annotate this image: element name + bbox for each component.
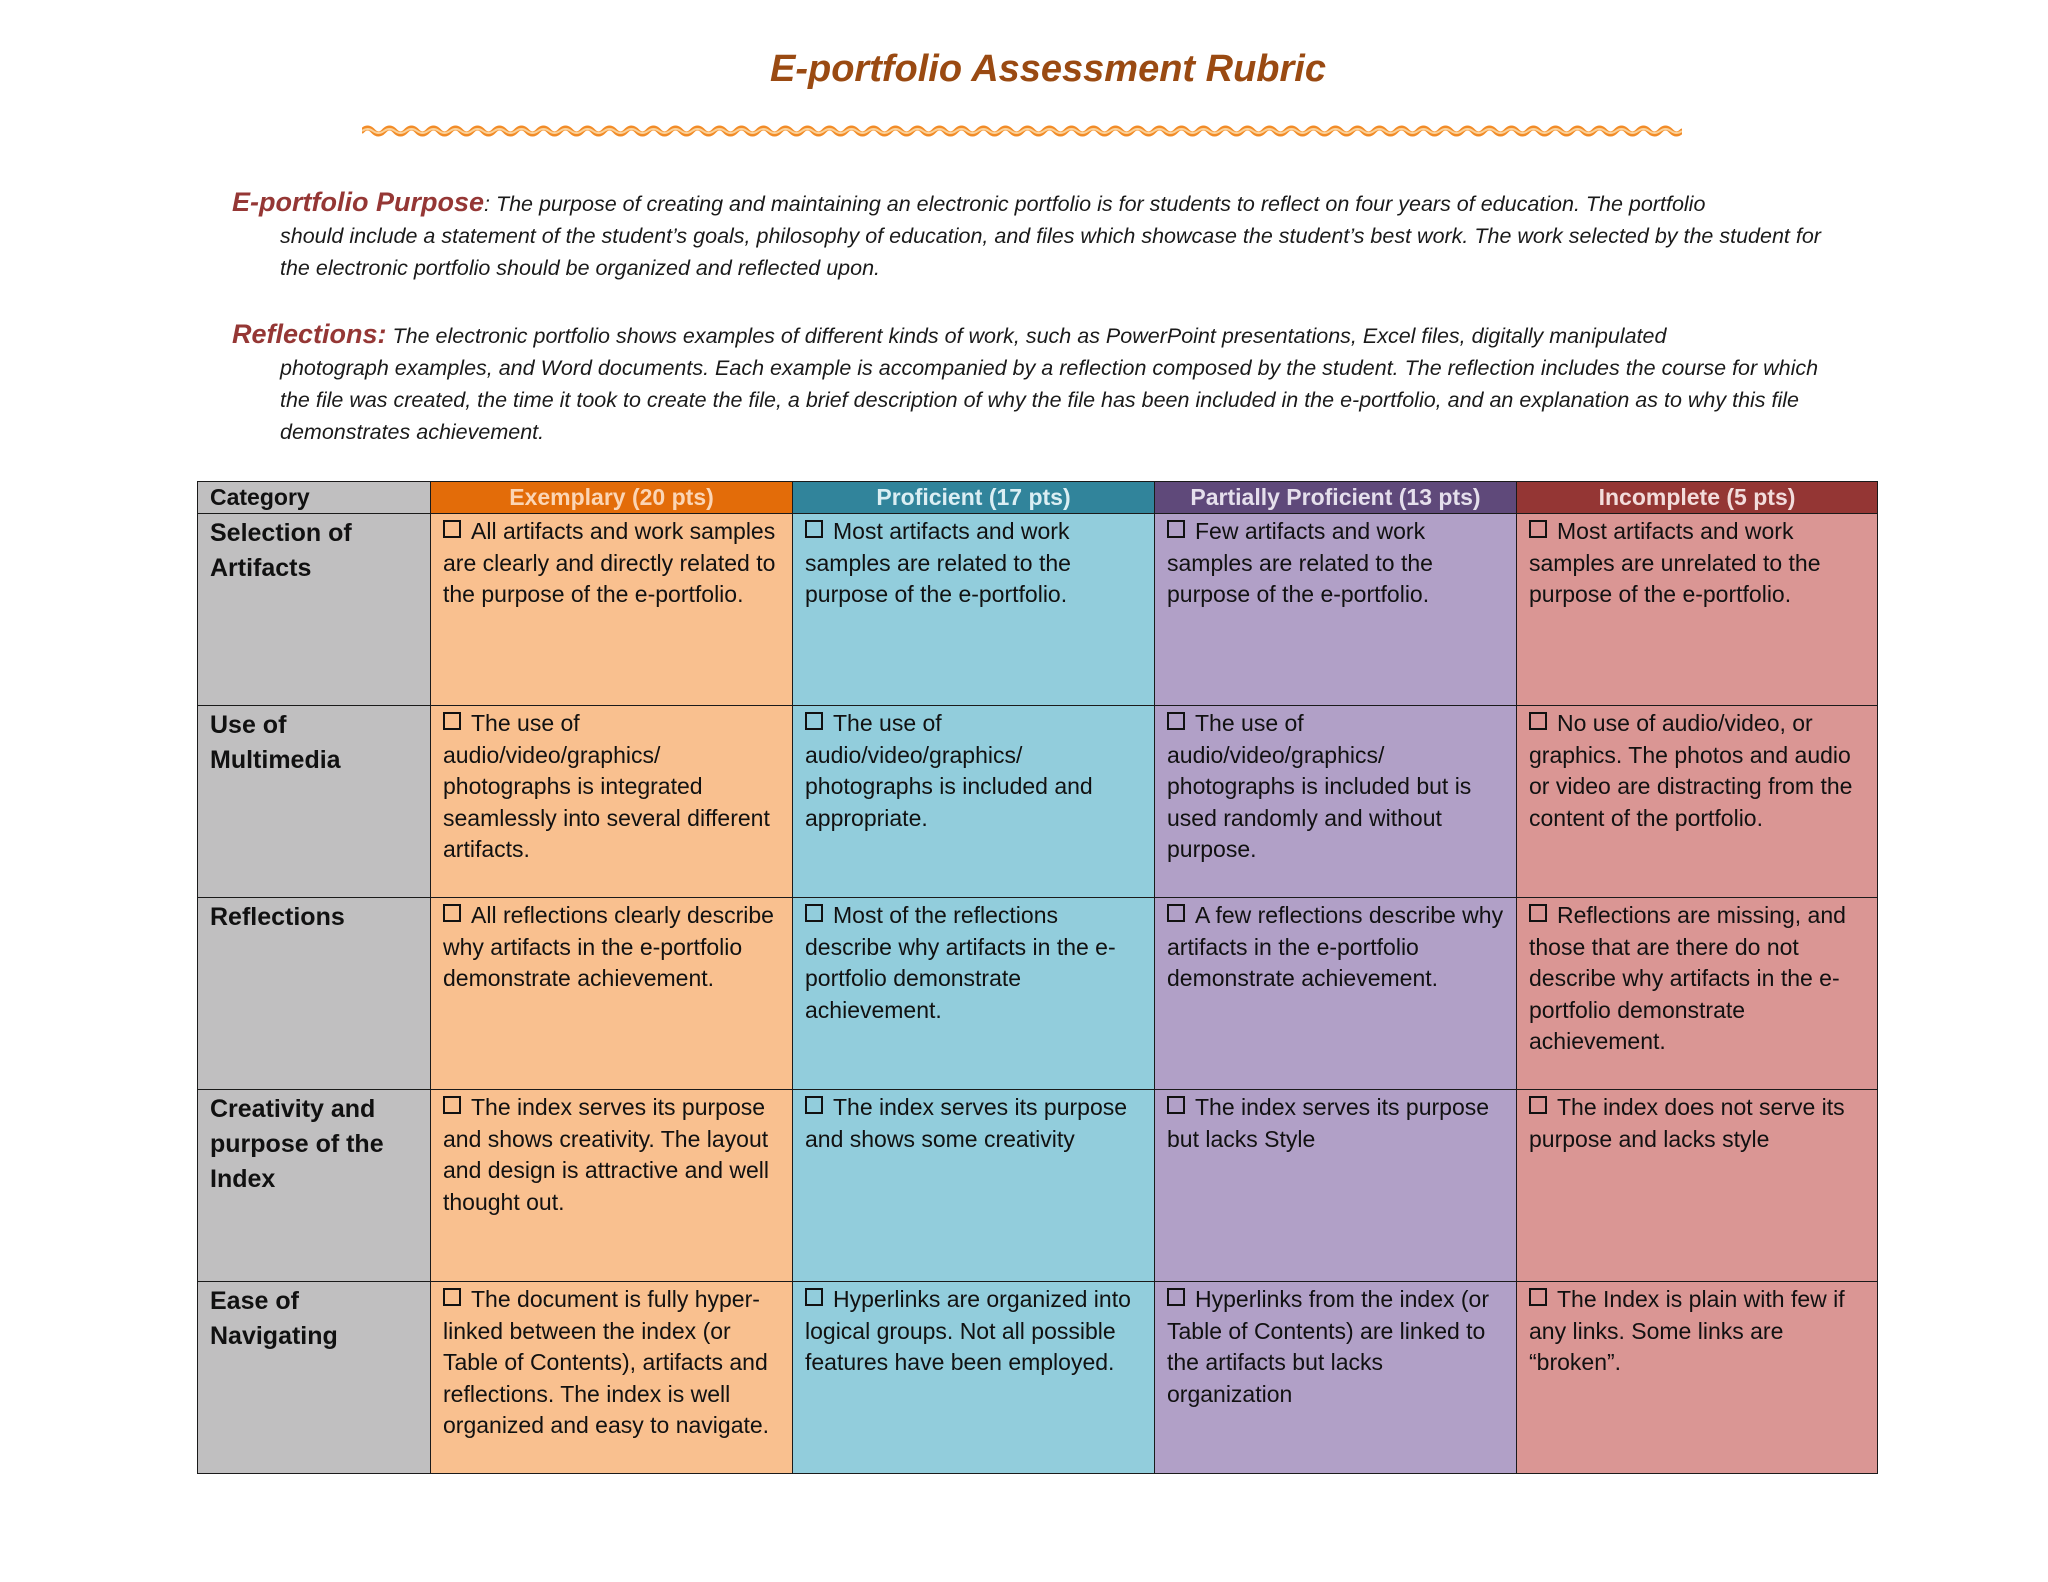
criterion-cell-proficient [793,898,1155,1090]
purpose-paragraph [232,186,1852,284]
checkbox-icon[interactable] [1167,712,1185,730]
criterion-text: Few artifacts and work samples are related to the purpose of the e-portfolio. [1167,518,1433,607]
criterion-text: The index serves its purpose and shows creativity. The layout and design is attractive and well thought out. [443,1094,770,1215]
reflections-text-rest: photograph examples, and Word documents. Each example is accompanied by a reflection composed by the student. The reflection includes the course for which the file was created, the time it took to create the file, a brief description of why the file has been included in the e-portfolio, and an explanation as to why this file demonstrates achievement. [280,356,1819,444]
criterion-text: Reflections are missing, and those that are there do not describe why artifacts in the e-portfolio demonstrate achievement. [1529,902,1846,1054]
criterion-text: The use of audio/video/graphics/ photographs is integrated seamlessly into several different artifacts. [443,710,770,862]
criterion-text: The index does not serve its purpose and lacks style [1529,1094,1845,1152]
checkbox-icon[interactable] [1167,904,1185,922]
checkbox-icon[interactable] [1167,1096,1185,1114]
criterion-text: The Index is plain with few if any links. Some links are “broken”. [1529,1286,1845,1375]
checkbox-icon[interactable] [443,1096,461,1114]
checkbox-icon[interactable] [1529,712,1547,730]
table-row [198,706,1878,898]
criterion-cell-incomplete [1517,1282,1878,1474]
reflections-paragraph [232,318,1852,448]
criterion-text: The use of audio/video/graphics/ photographs is included but is used randomly and without purpose. [1167,710,1472,862]
checkbox-icon[interactable] [1167,520,1185,538]
decorative-wave-divider [362,120,1682,142]
checkbox-icon[interactable] [443,1288,461,1306]
page-title: E-portfolio Assessment Rubric [769,48,1326,90]
checkbox-icon[interactable] [443,712,461,730]
table-row [198,514,1878,706]
criterion-cell-exemplary [431,1090,793,1282]
criterion-text: The document is fully hyper-linked between the index (or Table of Contents), artifacts and reflections. The index is well organized and easy to navigate. [443,1286,770,1438]
criterion-text: The index serves its purpose but lacks Style [1167,1094,1490,1152]
reflections-text-first: The electronic portfolio shows examples of different kinds of work, such as PowerPoint presentations, Excel files, digitally manipulated [386,324,1667,348]
category-cell: Creativity and purpose of the Index [198,1090,431,1282]
checkbox-icon[interactable] [443,904,461,922]
criterion-text: Most of the reflections describe why artifacts in the e-portfolio demonstrate achievement. [805,902,1116,1023]
category-cell: Selection of Artifacts [198,514,431,706]
rubric-header-row [198,482,1878,514]
criterion-text: Hyperlinks are organized into logical groups. Not all possible features have been employed. [805,1286,1131,1375]
criterion-cell-incomplete [1517,514,1878,706]
checkbox-icon[interactable] [805,712,823,730]
checkbox-icon[interactable] [805,1096,823,1114]
criterion-text: Hyperlinks from the index (or Table of Contents) are linked to the artifacts but lacks organization [1167,1286,1489,1407]
criterion-cell-partially-proficient [1155,1090,1517,1282]
purpose-text-first: : The purpose of creating and maintaining an electronic portfolio is for students to reflect on four years of education. The portfolio [484,192,1706,216]
criterion-text: The index serves its purpose and shows some creativity [805,1094,1128,1152]
checkbox-icon[interactable] [1529,1096,1547,1114]
criterion-cell-proficient [793,706,1155,898]
criterion-cell-exemplary [431,706,793,898]
criterion-text: The use of audio/video/graphics/ photographs is included and appropriate. [805,710,1093,831]
criterion-cell-partially-proficient [1155,514,1517,706]
criterion-text: Most artifacts and work samples are unrelated to the purpose of the e-portfolio. [1529,518,1821,607]
criterion-text: Most artifacts and work samples are related to the purpose of the e-portfolio. [805,518,1071,607]
purpose-label: E-portfolio Purpose [232,187,484,217]
criterion-cell-exemplary [431,514,793,706]
category-cell: Ease of Navigating [198,1282,431,1474]
criterion-text: A few reflections describe why artifacts in the e-portfolio demonstrate achievement. [1167,902,1504,991]
checkbox-icon[interactable] [805,904,823,922]
purpose-text-rest: should include a statement of the student’s goals, philosophy of education, and files which showcase the student’s best work. The work selected by the student for the electronic portfolio should be organized and reflected upon. [280,224,1821,280]
criterion-cell-proficient [793,1090,1155,1282]
header-partially-proficient: Partially Proficient (13 pts) [1155,482,1517,514]
checkbox-icon[interactable] [805,520,823,538]
criterion-text: All reflections clearly describe why artifacts in the e-portfolio demonstrate achievement. [443,902,774,991]
criterion-cell-partially-proficient [1155,898,1517,1090]
table-row [198,1282,1878,1474]
category-cell: Use of Multimedia [198,706,431,898]
criterion-cell-incomplete [1517,898,1878,1090]
checkbox-icon[interactable] [1529,520,1547,538]
header-exemplary: Exemplary (20 pts) [431,482,793,514]
criterion-cell-incomplete [1517,1090,1878,1282]
criterion-cell-partially-proficient [1155,706,1517,898]
header-incomplete: Incomplete (5 pts) [1517,482,1878,514]
checkbox-icon[interactable] [805,1288,823,1306]
header-proficient: Proficient (17 pts) [793,482,1155,514]
criterion-cell-incomplete [1517,706,1878,898]
reflections-label: Reflections: [232,319,387,349]
table-row [198,898,1878,1090]
criterion-text: All artifacts and work samples are clearly and directly related to the purpose of the e-portfolio. [443,518,776,607]
checkbox-icon[interactable] [1529,904,1547,922]
criterion-cell-proficient [793,1282,1155,1474]
criterion-cell-exemplary [431,898,793,1090]
criterion-cell-proficient [793,514,1155,706]
table-row [198,1090,1878,1282]
criterion-cell-exemplary [431,1282,793,1474]
header-category: Category [198,482,431,514]
checkbox-icon[interactable] [443,520,461,538]
rubric-table [197,481,1878,1474]
checkbox-icon[interactable] [1529,1288,1547,1306]
criterion-cell-partially-proficient [1155,1282,1517,1474]
category-cell: Reflections [198,898,431,1090]
checkbox-icon[interactable] [1167,1288,1185,1306]
criterion-text: No use of audio/video, or graphics. The photos and audio or video are distracting from the content of the portfolio. [1529,710,1853,831]
